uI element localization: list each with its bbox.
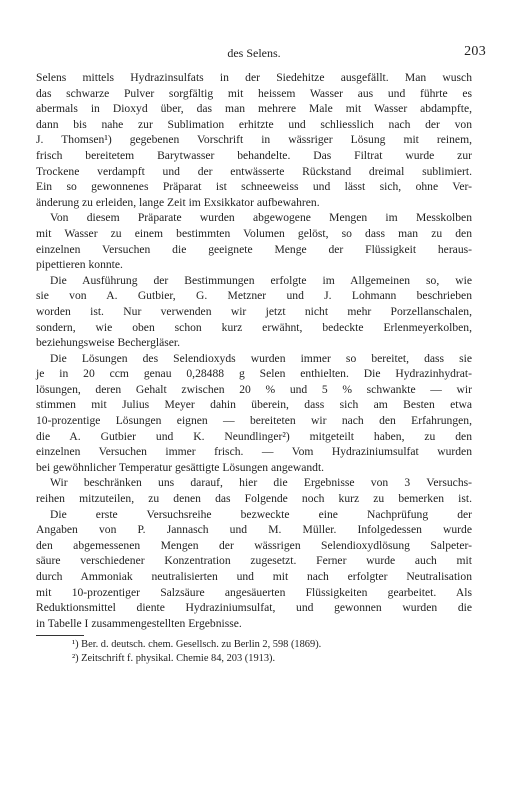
text-line: frisch bereitetem Barytwasser behandelte. Das Filtrat wurde zur	[36, 148, 472, 162]
text-line: durch Ammoniak neutralisierten und mit nach erfolgter Neutralisation	[36, 570, 472, 583]
text-line: J. Thomsen¹) gegebenen Vorschrift in wässriger Lösung mit reinem,	[36, 133, 472, 147]
text-line: reihen mitzuteilen, zu denen das Folgende noch kurz zu bemerken ist.	[36, 492, 472, 506]
page-header	[36, 44, 486, 64]
body-text	[36, 70, 472, 631]
text-line: Reduktionsmittel diente Hydraziniumsulfat, und gewonnen wurden die	[36, 601, 472, 615]
text-line: Angaben von P. Jannasch und M. Müller. Infolgedessen wurde	[36, 523, 472, 537]
text-line: sie von A. Gutbier, G. Metzner und J. Lohmann beschrieben	[36, 289, 472, 303]
text-line: Trockene verdampft und der entwässerte Rückstand dreimal sublimiert.	[36, 164, 472, 178]
text-line: mit 10-prozentiger Salzsäure angesäuerten Flüssigkeiten gearbeitet. Als	[36, 585, 472, 599]
footnote-divider	[36, 635, 84, 636]
text-line: bei gewöhnlicher Temperatur gesättigte Lösungen angewandt.	[36, 460, 325, 474]
text-line: 10-prozentige Lösungen eignen — bereiteten wir nach den Erfahrungen,	[36, 414, 472, 428]
page-number: 203	[464, 44, 486, 59]
text-line: Die Ausführung der Bestimmungen erfolgte im Allgemeinen so, wie	[50, 273, 472, 287]
text-line: Ein so gewonnenes Präparat ist schneeweiss und lässt sich, ohne Ver-	[36, 180, 472, 194]
text-line: einzelnen Versuchen immer frisch. — Vom Hydraziniumsulfat wurden	[36, 445, 472, 459]
text-line: je in 20 ccm genau 0,28488 g Selen enthielten. Die Hydrazinhydrat-	[36, 367, 472, 381]
text-line: sondern, wie oben schon kurz erwähnt, bedeckte Erlenmeyerkolben,	[36, 320, 472, 334]
text-line: worden ist. Nur verwenden wir jetzt nicht mehr Porzellanschalen,	[36, 304, 472, 318]
text-line: mit Wasser zu einem bestimmten Volumen gelöst, so dass man zu den	[36, 226, 472, 240]
text-line: abermals in Dioxyd über, das man mehrere Male mit Wasser abdampfte,	[36, 102, 472, 116]
text-line: Selens mittels Hydrazinsulfats in der Siedehitze ausgefällt. Man wusch	[36, 71, 472, 84]
text-line: Wir beschränken uns darauf, hier die Ergebnisse von 3 Versuchs-	[50, 476, 472, 490]
text-line: änderung zu erleiden, lange Zeit im Exsikkator aufbewahren.	[36, 195, 320, 209]
text-line: dann bis nahe zur Sublimation erhitzte und schliesslich nach der von	[36, 117, 472, 131]
text-line: Die Lösungen des Selendioxyds wurden immer so bereitet, dass sie	[50, 351, 472, 365]
text-line: pipettieren konnte.	[36, 258, 123, 272]
page	[36, 44, 486, 666]
text-line: in Tabelle I zusammengestellten Ergebnisse.	[36, 616, 242, 630]
text-line: beziehungsweise Bechergläser.	[36, 336, 181, 350]
text-line: das schwarze Pulver sorgfältig mit heissem Wasser aus und führte es	[36, 86, 472, 100]
text-line: lösungen, deren Gehalt zwischen 20 % und 5 % schwankte — wir	[36, 382, 472, 396]
text-line: Die erste Versuchsreihe bezweckte eine Nachprüfung der	[50, 507, 472, 521]
text-line: den abgemessenen Mengen der wässrigen Selendioxydlösung Salpeter-	[36, 538, 472, 552]
text-line: säure verschiedener Konzentration zugesetzt. Ferner wurde auch mit	[36, 554, 472, 568]
text-line: einzelnen Versuchen die geeignete Menge der Flüssigkeit heraus-	[36, 242, 472, 256]
running-title: des Selens.	[227, 46, 281, 60]
footnote: ¹) Ber. d. deutsch. chem. Gesellsch. zu Berlin 2, 598 (1869).	[72, 639, 322, 651]
footnote: ²) Zeitschrift f. physikal. Chemie 84, 203 (1913).	[72, 653, 276, 665]
text-line: Von diesem Präparate wurden abgewogene Mengen im Messkolben	[50, 211, 472, 225]
text-line: stimmen mit Julius Meyer dahin überein, dass sich am Besten etwa	[36, 398, 472, 412]
text-line: die A. Gutbier und K. Neundlinger²) mitgeteilt haben, zu den	[36, 429, 472, 443]
